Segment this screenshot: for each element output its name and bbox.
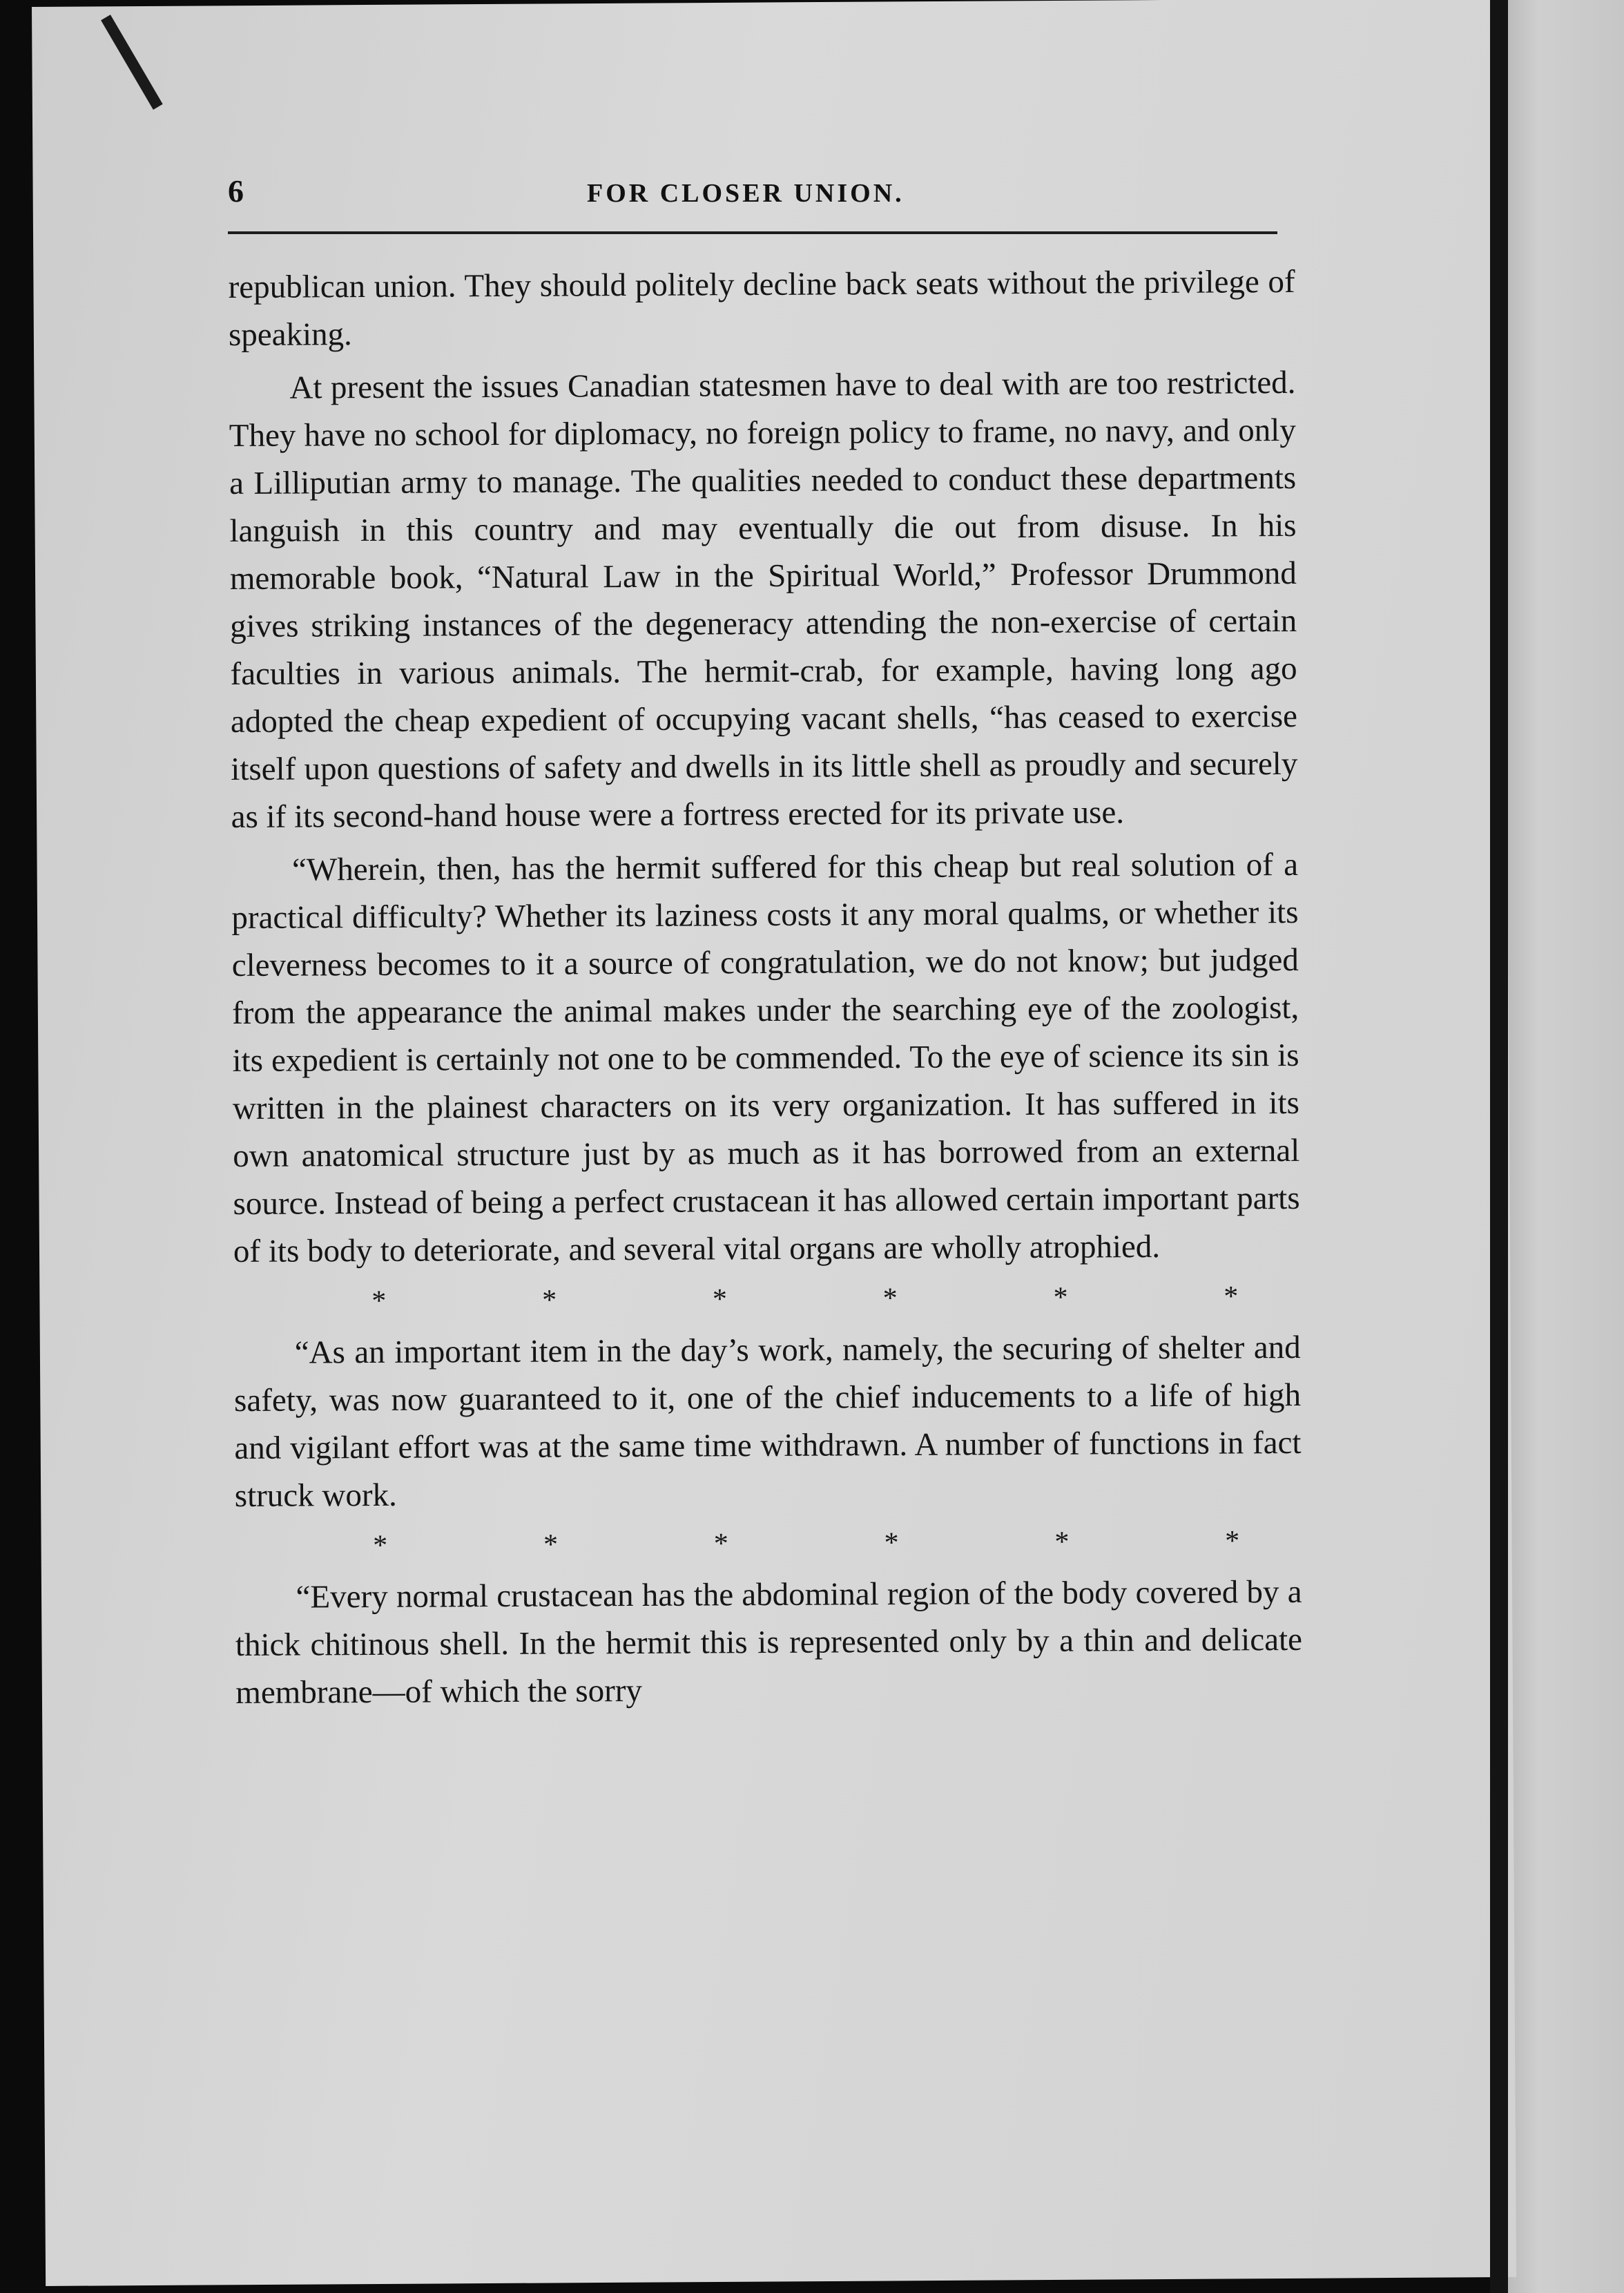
separator-star: * — [542, 1284, 557, 1316]
page-header — [228, 173, 1277, 221]
separator-star: * — [1054, 1526, 1070, 1558]
separator-star: * — [713, 1528, 728, 1560]
section-separator — [235, 1520, 1302, 1567]
page-corner-fold — [101, 15, 163, 110]
paragraph-1: republican union. They should politely decline back seats without the privilege of speaking. — [228, 263, 1295, 354]
running-title: FOR CLOSER UNION. — [587, 179, 905, 208]
header-rule — [228, 231, 1277, 234]
separator-star: * — [371, 1285, 387, 1317]
paragraph-2: At present the issues Canadian statesmen have to deal with are too restricted. They have no school for diplomacy, no foreign policy to frame, no navy, and only a Lilliputian army to manage. The qualities needed to conduct these departments languish in this country and may eventually die out from disuse. In his memorable book, “Natural Law in the Spiritual World,” Professor Drummond gives striking instances of the degeneracy attending the non-exercise of certain faculties in various animals. The hermit-crab, for example, having long ago adopted the cheap expedient of occupying vacant shells, “has ceased to exercise itself upon questions of safety and dwells in its little shell as proudly and securely as if its second-hand house were a fortress erected for its private use. — [229, 364, 1298, 836]
paragraph-3: “Wherein, then, has the hermit suffered for this cheap but real solution of a practical difficulty? Whether its laziness costs it any moral qualms, or whether its cleverness becomes to it a source of congratulation, we do not know; but judged from the appearance the animal makes under the searching eye of the zoologist, its expedient is certainly not one to be commended. To the eye of science its sin is written in the plainest characters on its very organization. It has suffered in its own anatomical structure just by as much as it has borrowed from an external source. Instead of being a perfect crustacean it has allowed certain important parts of its body to deteriorate, and several vital organs are wholly atrophied. — [231, 846, 1300, 1270]
separator-star: * — [1224, 1280, 1239, 1313]
section-separator — [233, 1276, 1300, 1323]
paragraph-4: “As an important item in the day’s work, namely, the securing of shelter and safety, was now guaranteed to it, one of the chief inducements to a life of high and vigilant effort was at the same time withdrawn. A number of functions in fact struck work. — [233, 1329, 1302, 1515]
separator-star: * — [884, 1527, 899, 1560]
separator-star: * — [712, 1283, 728, 1316]
separator-star: * — [882, 1283, 898, 1315]
book-spine-shadow — [1490, 0, 1508, 2293]
separator-star: * — [543, 1528, 559, 1561]
page-number: 6 — [228, 173, 244, 209]
adjacent-page-edge — [1502, 0, 1624, 2293]
separator-star: * — [1225, 1525, 1240, 1557]
separator-star: * — [1053, 1281, 1068, 1314]
body-text — [228, 258, 1302, 1723]
separator-star: * — [373, 1529, 388, 1562]
paragraph-5: “Every normal crustacean has the abdominal region of the body covered by a thick chitinous shell. In the hermit this is represented only by a thin and delicate membrane—of which the sorry — [235, 1573, 1303, 1711]
